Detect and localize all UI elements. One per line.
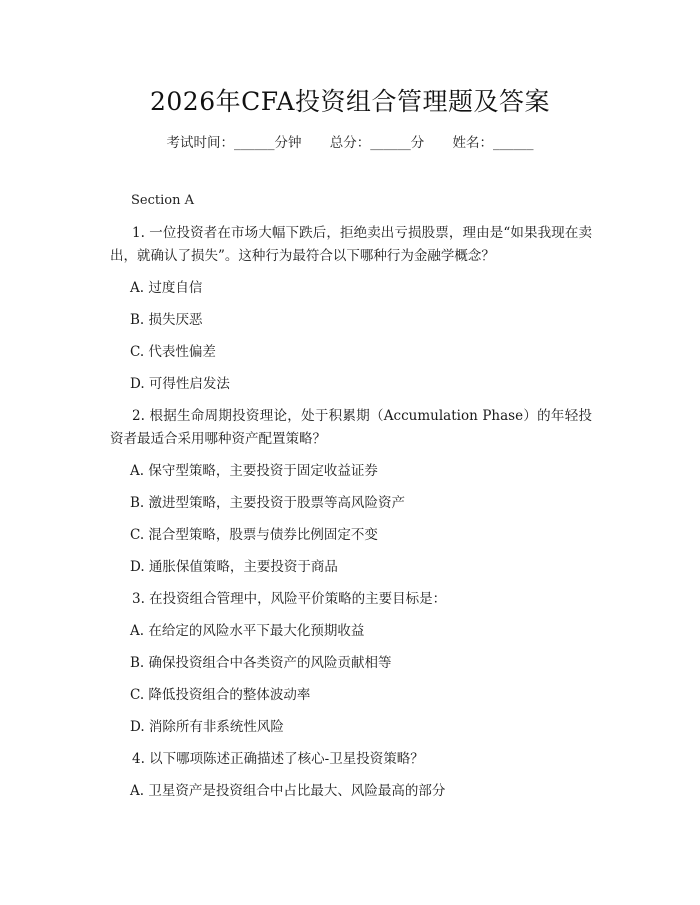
question-3-option-c: C. 降低投资组合的整体波动率	[130, 687, 311, 703]
question-1-option-a: A. 过度自信	[130, 280, 203, 296]
question-3: 3. 在投资组合管理中，风险平价策略的主要目标是：	[132, 591, 447, 607]
question-2-option-d: D. 通胀保值策略，主要投资于商品	[130, 559, 338, 575]
name-field: 姓名：______	[452, 135, 534, 151]
question-list	[110, 222, 592, 812]
question-4: 4. 以下哪项陈述正确描述了核心-卫星投资策略？	[132, 751, 424, 767]
question-4-option-a: A. 卫星资产是投资组合中占比最大、风险最高的部分	[130, 783, 446, 799]
question-1-option-b: B. 损失厌恶	[130, 312, 203, 328]
document-title: 2026年CFA投资组合管理题及答案	[150, 87, 550, 116]
question-3-option-b: B. 确保投资组合中各类资产的风险贡献相等	[130, 655, 392, 671]
question-2-option-c: C. 混合型策略，股票与债券比例固定不变	[130, 527, 378, 543]
question-1: 1. 一位投资者在市场大幅下跌后，拒绝卖出亏损股票，理由是“如果我现在卖出，就确认了损失”。这种行为最符合以下哪种行为金融学概念？	[110, 225, 592, 264]
question-3-option-d: D. 消除所有非系统性风险	[130, 719, 284, 735]
total-score-field: 总分：______分	[329, 135, 425, 151]
question-2-option-a: A. 保守型策略，主要投资于固定收益证券	[130, 463, 378, 479]
question-1-option-c: C. 代表性偏差	[130, 344, 216, 360]
exam-meta	[0, 131, 700, 151]
question-3-option-a: A. 在给定的风险水平下最大化预期收益	[130, 623, 365, 639]
section-label: Section A	[131, 193, 194, 208]
exam-time-field: 考试时间：______分钟	[166, 135, 302, 151]
question-2: 2. 根据生命周期投资理论，处于积累期（Accumulation Phase）的年轻投资者最适合采用哪种资产配置策略？	[110, 408, 592, 447]
question-1-option-d: D. 可得性启发法	[130, 376, 230, 392]
question-2-option-b: B. 激进型策略，主要投资于股票等高风险资产	[130, 495, 406, 511]
